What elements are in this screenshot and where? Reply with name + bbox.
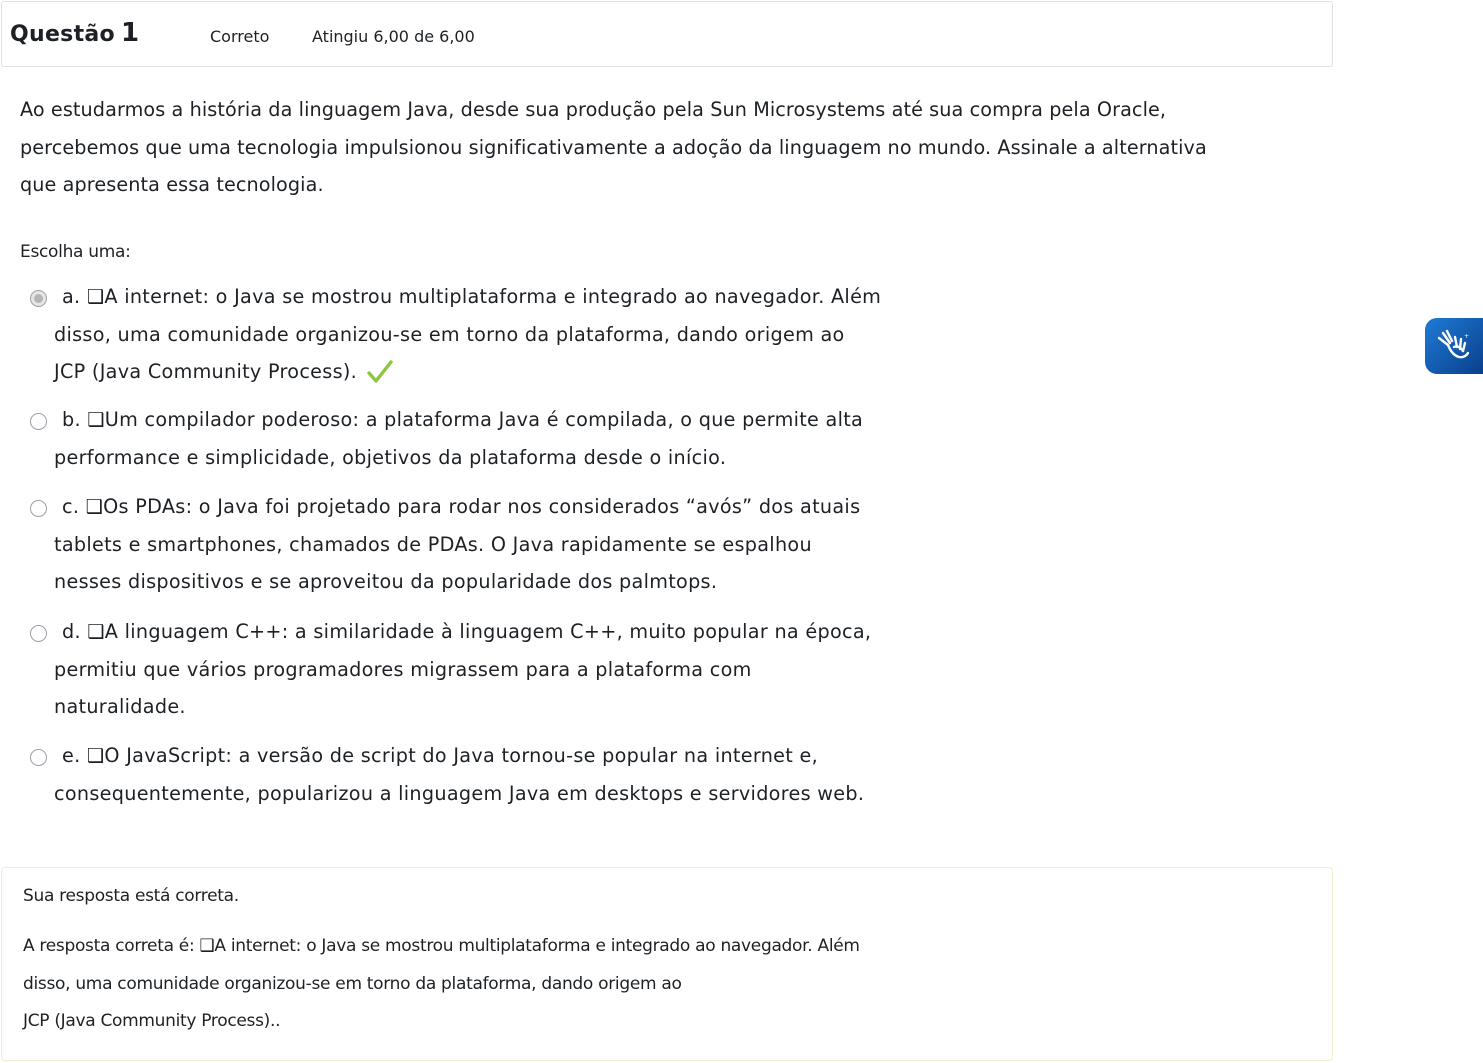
checkmark-icon xyxy=(363,359,393,397)
answer-text-line: ❑A internet: o Java se mostrou multiplataforma e integrado ao navegador. Além xyxy=(86,285,882,308)
answer-text-line: ❑Um compilador poderoso: a plataforma Java é compilada, o que permite alta xyxy=(87,408,864,431)
feedback-right-answer xyxy=(23,928,953,1041)
svg-text:+: + xyxy=(1464,333,1470,340)
answer-letter: d. xyxy=(62,620,81,643)
question-title-label: Questão xyxy=(10,22,115,47)
question-text-line: percebemos que uma tecnologia impulsionou significativamente a adoção da linguagem no mundo. Assinale a alternativa xyxy=(20,135,1207,159)
feedback-line: disso, uma comunidade organizou-se em torno da plataforma, dando origem ao xyxy=(23,973,682,994)
answer-text-line: permitiu que vários programadores migrassem para a plataforma com xyxy=(54,657,752,681)
answer-text-line: disso, uma comunidade organizou-se em torno da plataforma, dando origem ao xyxy=(54,322,845,346)
question-info-header xyxy=(1,1,1333,67)
answer-text-line: consequentemente, popularizou a linguagem Java em desktops e servidores web. xyxy=(54,781,865,805)
answer-c-label[interactable] xyxy=(54,488,908,601)
question-grade: Atingiu 6,00 de 6,00 xyxy=(312,27,475,46)
question-state: Correto xyxy=(210,27,270,46)
answer-letter: b. xyxy=(62,408,81,431)
accessibility-widget-button[interactable] xyxy=(1425,318,1483,374)
answer-c-radio[interactable] xyxy=(30,500,47,517)
answer-text-line: ❑Os PDAs: o Java foi projetado para rodar nos considerados “avós” dos atuais xyxy=(85,495,861,518)
answer-d-label[interactable] xyxy=(54,613,908,726)
answer-e-label[interactable] xyxy=(54,737,908,812)
answer-text-line: JCP (Java Community Process). xyxy=(54,360,358,383)
answer-d-radio[interactable] xyxy=(30,625,47,642)
answer-a-radio[interactable] xyxy=(30,290,47,307)
feedback-status: Sua resposta está correta. xyxy=(23,886,239,906)
answer-e-radio[interactable] xyxy=(30,749,47,766)
answer-text-line: tablets e smartphones, chamados de PDAs. O Java rapidamente se espalhou xyxy=(54,532,812,556)
answer-letter: c. xyxy=(62,495,80,518)
answer-feedback-box xyxy=(1,867,1333,1061)
feedback-line: A resposta correta é: ❑A internet: o Java se mostrou multiplataforma e integrado ao navegador. Além xyxy=(23,936,860,956)
feedback-line: JCP (Java Community Process).. xyxy=(23,1011,281,1031)
answer-text-line: ❑A linguagem C++: a similaridade à linguagem C++, muito popular na época, xyxy=(87,620,872,643)
answer-text-line: ❑O JavaScript: a versão de script do Java tornou-se popular na internet e, xyxy=(86,744,818,767)
answer-b-label[interactable] xyxy=(54,401,908,476)
answer-text-line: performance e simplicidade, objetivos da plataforma desde o início. xyxy=(54,445,727,469)
question-number: 1 xyxy=(120,18,140,48)
answer-prompt: Escolha uma: xyxy=(20,242,131,262)
answer-text-line: naturalidade. xyxy=(54,695,186,718)
answer-letter: a. xyxy=(62,285,81,308)
question-text-line: que apresenta essa tecnologia. xyxy=(20,173,324,196)
answer-letter: e. xyxy=(62,744,81,767)
answer-a-label[interactable] xyxy=(54,278,908,397)
answer-text-line: nesses dispositivos e se aproveitou da popularidade dos palmtops. xyxy=(54,570,718,593)
question-title xyxy=(10,18,139,48)
question-text-line: Ao estudarmos a história da linguagem Java, desde sua produção pela Sun Microsystems até sua compra pela Oracle, xyxy=(20,98,1167,121)
question-text xyxy=(20,91,1270,204)
answer-b-radio[interactable] xyxy=(30,413,47,430)
